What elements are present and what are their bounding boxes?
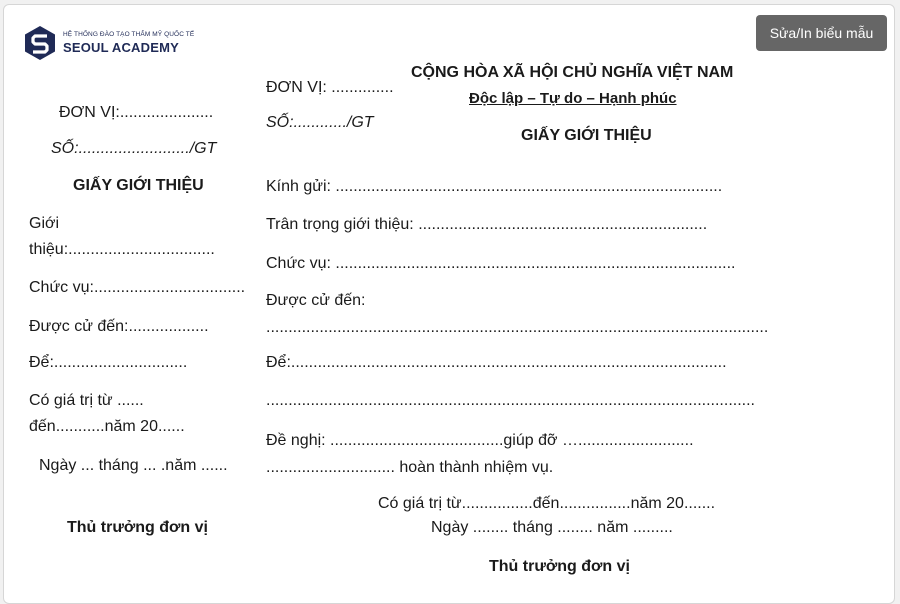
main-de-dots: .............................................................................................................. — [266, 392, 755, 409]
main-thu-truong: Thủ trưởng đơn vị — [489, 558, 630, 575]
stub-gioi-thieu-line2: thiệu:................................. — [29, 241, 215, 258]
stub-don-vi: ĐƠN VỊ:..................... — [59, 104, 214, 121]
stub-co-gia-tri-line1: Có giá trị từ ...... — [29, 392, 144, 409]
stub-title: GIẤY GIỚI THIỆU — [73, 177, 204, 194]
edit-print-form-button[interactable]: Sửa/In biểu mẫu — [756, 15, 887, 51]
stub-co-gia-tri-line2: đến...........năm 20...... — [29, 418, 185, 435]
document-card — [3, 4, 895, 604]
stub-thu-truong: Thủ trưởng đơn vị — [67, 519, 208, 536]
main-de: Để:.................................................................................................. — [266, 354, 727, 371]
main-title: GIẤY GIỚI THIỆU — [521, 127, 652, 144]
main-so: SỐ:............/GT — [266, 114, 374, 131]
main-chuc-vu: Chức vụ: .......................................................................................... — [266, 255, 736, 272]
main-don-vi: ĐƠN VỊ: .............. — [266, 79, 394, 96]
stub-duoc-cu-den: Được cử đến:.................. — [29, 318, 209, 335]
main-duoc-cu-den-dots: ................................................................................................................. — [266, 319, 769, 336]
stub-so: SỐ:........................./GT — [51, 140, 217, 157]
logo-name: SEOUL ACADEMY — [63, 40, 180, 55]
national-motto: Độc lập – Tự do – Hạnh phúc — [469, 90, 677, 107]
seoul-academy-s-logo-icon — [23, 25, 57, 61]
stub-ngay-thang-nam: Ngày ... tháng ... .năm ...... — [39, 457, 228, 474]
main-hoan-thanh: ............................. hoàn thành nhiệm vụ. — [266, 459, 554, 476]
logo-tagline: HỆ THỐNG ĐÀO TẠO THẨM MỸ QUỐC TẾ — [63, 31, 195, 38]
stub-gioi-thieu-line1: Giới — [29, 215, 60, 232]
main-kinh-gui: Kính gửi: ....................................................................................... — [266, 178, 723, 195]
national-title: CỘNG HÒA XÃ HỘI CHỦ NGHĨA VIỆT NAM — [411, 64, 734, 81]
stub-chuc-vu: Chức vụ:.................................. — [29, 279, 246, 296]
stub-de: Để:.............................. — [29, 354, 188, 371]
main-tran-trong-gioi-thieu: Trân trọng giới thiệu: ................................................................. — [266, 216, 708, 233]
main-duoc-cu-den: Được cử đến: — [266, 292, 366, 309]
main-ngay-thang-nam: Ngày ........ tháng ........ năm ......... — [431, 519, 673, 536]
main-co-gia-tri: Có giá trị từ................đến................năm 20....... — [378, 495, 716, 512]
seoul-academy-logo[interactable] — [23, 25, 193, 65]
main-de-nghi: Đề nghị: .......................................giúp đỡ ….......................... — [266, 432, 694, 449]
